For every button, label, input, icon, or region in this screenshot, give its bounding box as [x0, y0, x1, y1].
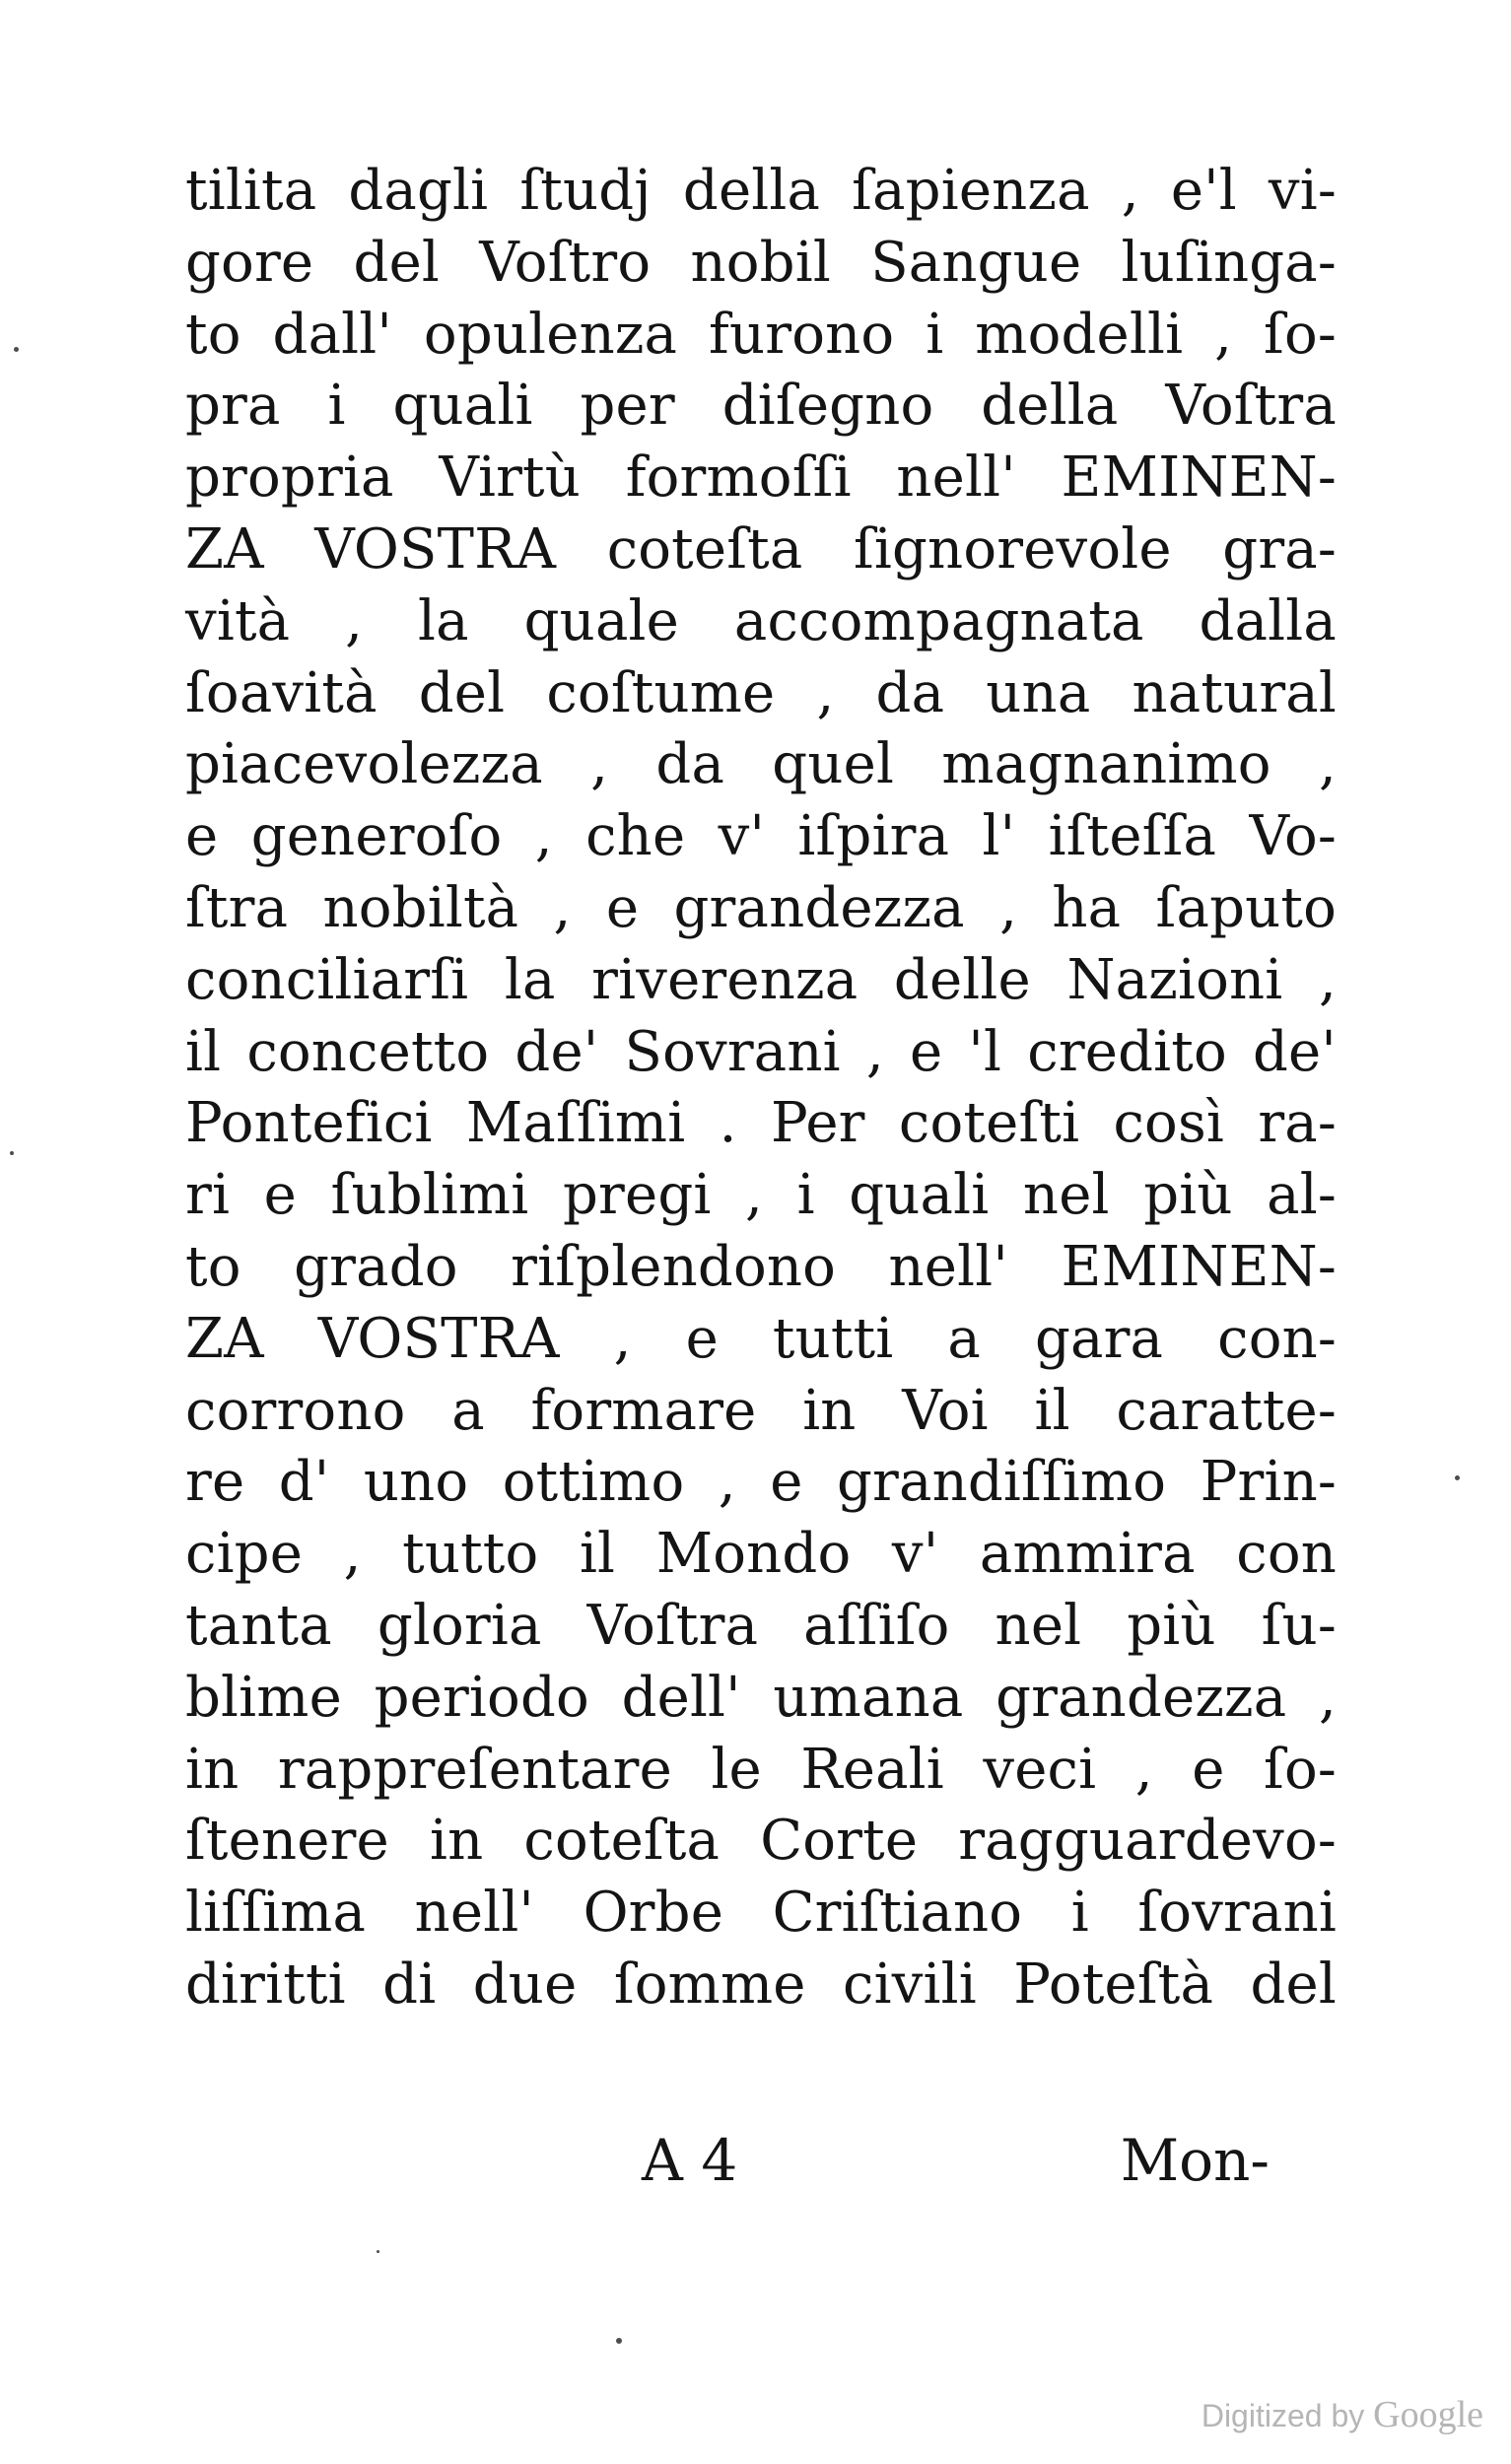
watermark-prefix: Digitized by — [1201, 2398, 1365, 2433]
text-line: in rappreſentare le Reali veci , e ſo- — [185, 1737, 1337, 1802]
text-line: Pontefici Maſſimi . Per coteſti così ra- — [185, 1091, 1337, 1156]
text-line: vità , la quale accompagnata dalla — [185, 588, 1337, 653]
page-footer — [185, 2127, 1337, 2206]
text-line: liſſima nell' Orbe Criſtiano i ſovrani — [185, 1881, 1337, 1946]
scan-speck — [10, 1151, 14, 1155]
text-line: diritti di due ſomme civili Poteſtà del — [185, 1951, 1337, 2017]
text-line: to grado riſplendono nell' EMINEN- — [185, 1234, 1337, 1299]
scan-speck — [14, 347, 19, 352]
text-line: tilita dagli ſtudj della ſapienza , e'l vi- — [185, 159, 1337, 223]
body-text — [185, 156, 1337, 2021]
text-line: ſtenere in coteſta Corte ragguardevo- — [185, 1809, 1337, 1874]
text-line: ſtra nobiltà , e grandezza , ha ſaputo — [185, 875, 1337, 940]
digitization-watermark — [1202, 2393, 1483, 2436]
scan-speck — [377, 2250, 379, 2253]
catchword: Mon- — [1120, 2127, 1270, 2194]
text-line: ZA VOSTRA , e tutti a gara con- — [185, 1306, 1337, 1371]
text-line: propria Virtù formoſſi nell' EMINEN- — [185, 445, 1337, 511]
text-line: blime periodo dell' umana grandezza , — [185, 1665, 1337, 1730]
text-line: e generoſo , che v' iſpira l' iſteſſa Vo- — [185, 804, 1337, 869]
text-line: il concetto de' Sovrani , e 'l credito de' — [185, 1019, 1337, 1084]
text-line: conciliarſi la riverenza delle Nazioni , — [185, 947, 1337, 1012]
text-line: gore del Voſtro nobil Sangue luſinga- — [185, 230, 1337, 295]
text-line: tanta gloria Voſtra aſſiſo nel più ſu- — [185, 1593, 1337, 1658]
signature-mark: A 4 — [642, 2127, 738, 2194]
text-line: to dall' opulenza furono i modelli , ſo- — [185, 302, 1337, 367]
scan-speck — [1455, 1475, 1460, 1480]
text-line: piacevolezza , da quel magnanimo , — [185, 732, 1337, 797]
text-line: re d' uno ottimo , e grandiſſimo Prin- — [185, 1450, 1337, 1515]
text-line: pra i quali per diſegno della Voſtra — [185, 374, 1337, 439]
text-line: ſoavità del coſtume , da una natural — [185, 660, 1337, 725]
text-line: ZA VOSTRA coteſta ſignorevole gra- — [185, 516, 1337, 582]
watermark-brand: Google — [1373, 2394, 1483, 2435]
text-line: cipe , tutto il Mondo v' ammira con — [185, 1522, 1337, 1587]
text-line: ri e ſublimi pregi , i quali nel più al- — [185, 1163, 1337, 1228]
scan-speck — [616, 2338, 622, 2344]
text-line: corrono a formare in Voi il caratte- — [185, 1378, 1337, 1443]
